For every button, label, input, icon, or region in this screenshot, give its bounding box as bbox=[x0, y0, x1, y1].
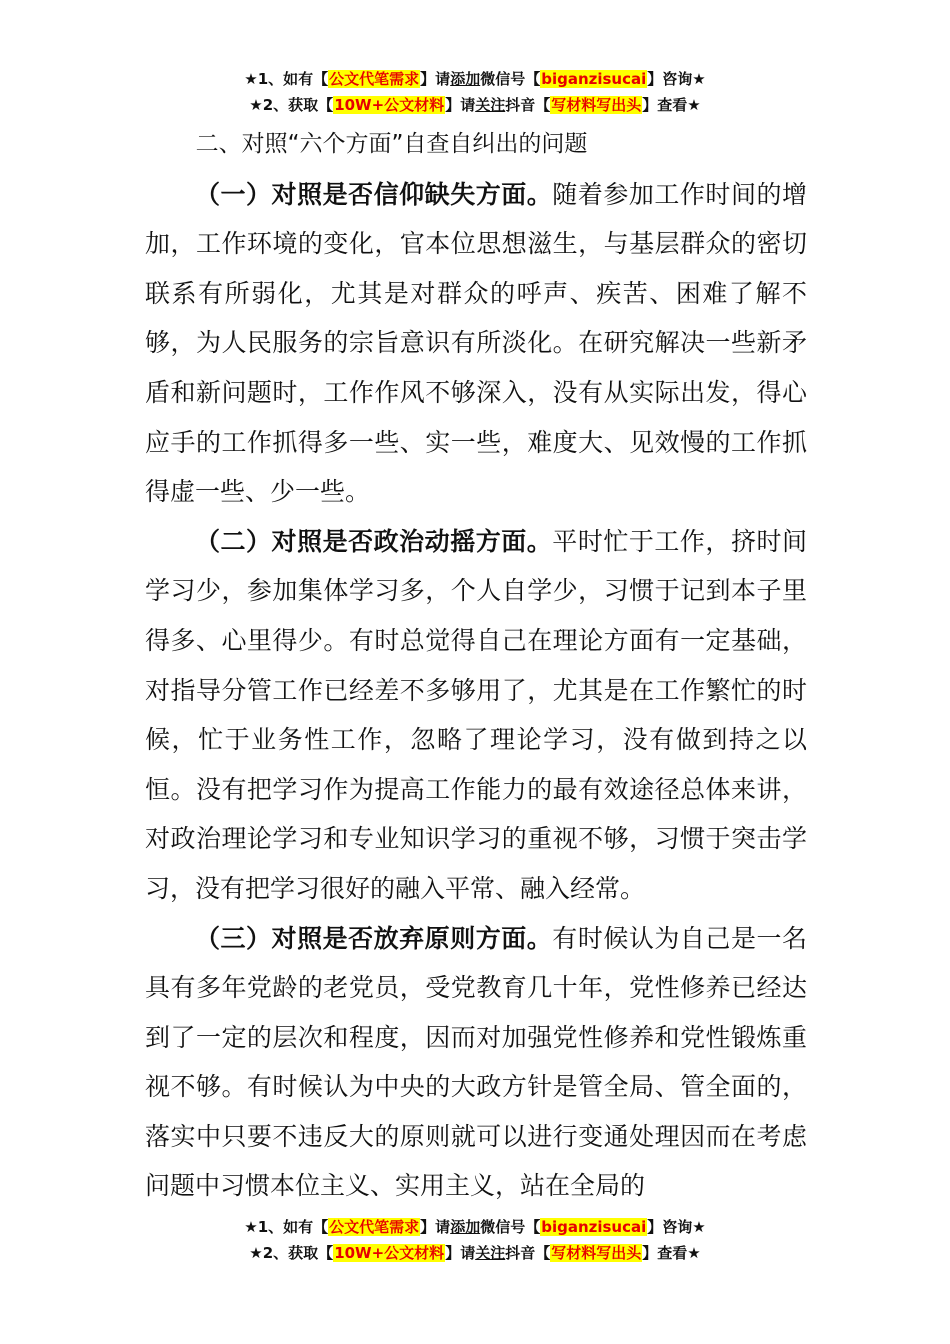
promo-emphasis: 关注 bbox=[475, 96, 506, 114]
promo-emphasis: 添加 bbox=[450, 70, 481, 88]
promo-text: ★2、获取【 bbox=[249, 96, 334, 114]
promo-text: 】请 bbox=[420, 1218, 451, 1236]
section-heading: 二、对照“六个方面”自查自纠出的问题 bbox=[195, 131, 588, 157]
promo-text: 】请 bbox=[445, 96, 476, 114]
promo-text: 】请 bbox=[445, 1244, 476, 1262]
promo-text: 】咨询★ bbox=[647, 1218, 706, 1236]
promo-text: 微信号【 bbox=[480, 1218, 541, 1236]
paragraph-1 bbox=[145, 170, 807, 517]
paragraph-text: 随着参加工作时间的增加，工作环境的变化，官本位思想滋生，与基层群众的密切联系有所弱化，尤其是对群众的呼声、疾苦、困难了解不够，为人民服务的宗旨意识有所淡化。在研究解决一些新矛盾和新问题时，工作作风不够深入，没有从实际出发，得心应手的工作抓得多一些、实一些，难度大、见效慢的工作抓得虚一些、少一些。 bbox=[145, 179, 807, 507]
promo-text: 】查看★ bbox=[642, 96, 701, 114]
promo-highlight: biganzisucai bbox=[541, 1218, 647, 1236]
promo-text: 抖音【 bbox=[505, 96, 551, 114]
promo-text: 】查看★ bbox=[642, 1244, 701, 1262]
promo-highlight: 10W+公文材料 bbox=[334, 96, 445, 114]
promo-highlight: biganzisucai bbox=[541, 70, 647, 88]
paragraph-heading: （三）对照是否放弃原则方面。 bbox=[195, 923, 553, 953]
paragraph-text: 有时候认为自己是一名具有多年党龄的老党员，受党教育几十年，党性修养已经达到了一定的层次和程度，因而对加强党性修养和党性锻炼重视不够。有时候认为中央的大政方针是管全局、管全面的，落实中只要不违反大的原则就可以进行变通处理因而在考虑问题中习惯本位主义、实用主义，站在全局的 bbox=[145, 923, 807, 1201]
promo-banner-top bbox=[0, 66, 950, 118]
paragraph-text: 平时忙于工作，挤时间学习少，参加集体学习多，个人自学少，习惯于记到本子里得多、心里得少。有时总觉得自己在理论方面有一定基础，对指导分管工作已经差不多够用了，尤其是在工作繁忙的时候，忙于业务性工作，忽略了理论学习，没有做到持之以恒。没有把学习作为提高工作能力的最有效途径总体来讲，对政治理论学习和专业知识学习的重视不够，习惯于突击学习，没有把学习很好的融入平常、融入经常。 bbox=[145, 526, 807, 903]
promo-text: ★1、如有【 bbox=[244, 1218, 329, 1236]
promo-line-2 bbox=[0, 1240, 950, 1266]
paragraph-2 bbox=[145, 517, 807, 914]
promo-highlight: 10W+公文材料 bbox=[334, 1244, 445, 1262]
promo-text: ★1、如有【 bbox=[244, 70, 329, 88]
promo-highlight: 公文代笔需求 bbox=[329, 1218, 420, 1236]
promo-line-2 bbox=[0, 92, 950, 118]
document-body bbox=[145, 120, 807, 1211]
promo-banner-bottom bbox=[0, 1214, 950, 1266]
paragraph-3 bbox=[145, 914, 807, 1212]
promo-text: 抖音【 bbox=[505, 1244, 551, 1262]
promo-text: 】请 bbox=[420, 70, 451, 88]
promo-text: 微信号【 bbox=[480, 70, 541, 88]
promo-highlight: 写材料写出头 bbox=[551, 96, 642, 114]
promo-emphasis: 添加 bbox=[450, 1218, 481, 1236]
promo-line-1 bbox=[0, 1214, 950, 1240]
promo-highlight: 写材料写出头 bbox=[551, 1244, 642, 1262]
promo-highlight: 公文代笔需求 bbox=[329, 70, 420, 88]
promo-emphasis: 关注 bbox=[475, 1244, 506, 1262]
paragraph-heading: （一）对照是否信仰缺失方面。 bbox=[195, 179, 553, 209]
promo-line-1 bbox=[0, 66, 950, 92]
promo-text: ★2、获取【 bbox=[249, 1244, 334, 1262]
promo-text: 】咨询★ bbox=[647, 70, 706, 88]
paragraph-heading: （二）对照是否政治动摇方面。 bbox=[195, 526, 553, 556]
